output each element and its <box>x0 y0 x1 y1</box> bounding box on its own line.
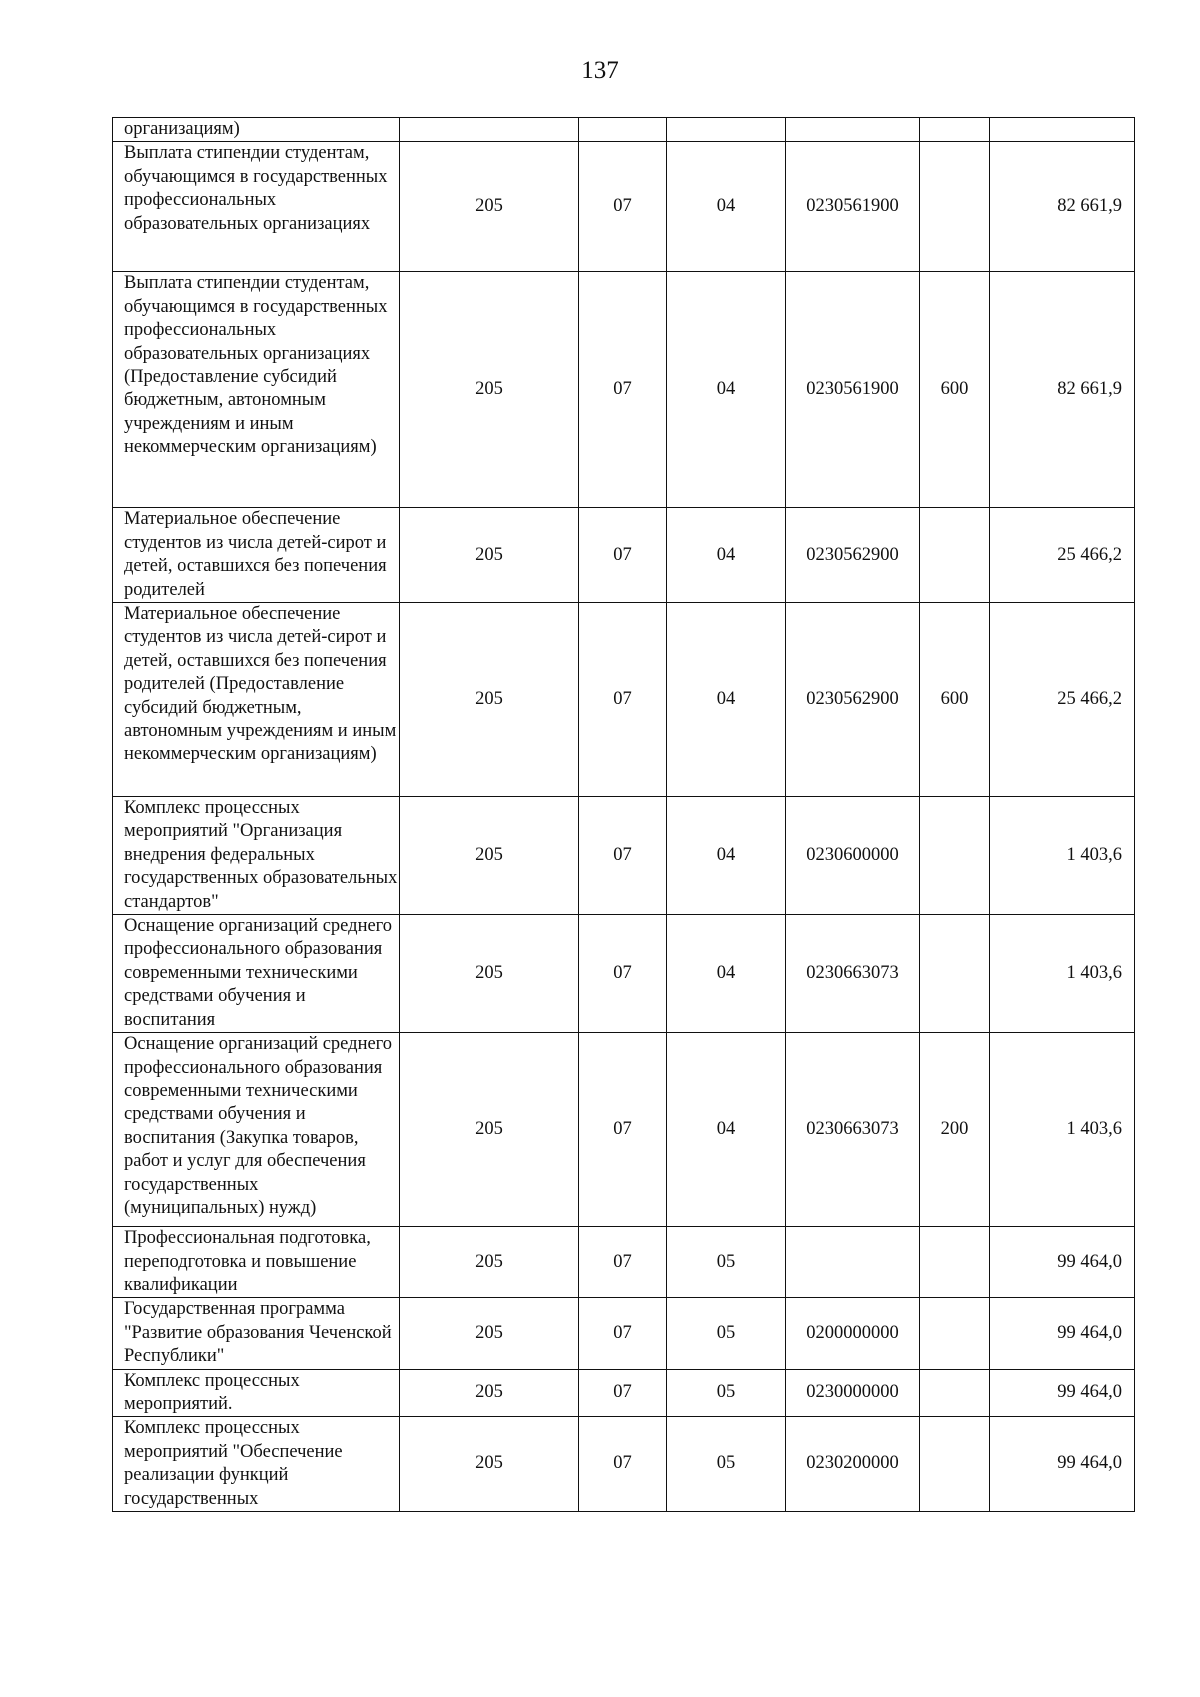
cell-name: Выплата стипендии студентам, обучающимся в государственных профессиональных образовательных организациях <box>113 142 400 272</box>
budget-table-body <box>113 118 1135 1512</box>
cell-subsection: 04 <box>667 508 786 603</box>
cell-name: Комплекс процессных мероприятий "Обеспечение реализации функций государственных <box>113 1417 400 1512</box>
cell-name: Оснащение организаций среднего профессионального образования современными техническими средствами обучения и воспитания <box>113 915 400 1033</box>
cell-target-article: 0200000000 <box>786 1298 920 1369</box>
cell-ministry-code: 205 <box>400 1227 579 1298</box>
cell-target-article <box>786 118 920 142</box>
cell-section: 07 <box>579 603 667 797</box>
cell-section: 07 <box>579 797 667 915</box>
cell-amount: 99 464,0 <box>990 1227 1135 1298</box>
cell-subsection: 04 <box>667 272 786 508</box>
cell-expense-type <box>920 1417 990 1512</box>
cell-section: 07 <box>579 508 667 603</box>
table-row <box>113 915 1135 1033</box>
cell-ministry-code: 205 <box>400 272 579 508</box>
cell-amount: 99 464,0 <box>990 1417 1135 1512</box>
cell-section: 07 <box>579 1417 667 1512</box>
cell-amount: 82 661,9 <box>990 142 1135 272</box>
table-row <box>113 603 1135 797</box>
table-row <box>113 118 1135 142</box>
cell-name: Материальное обеспечение студентов из числа детей-сирот и детей, оставшихся без попечения родителей (Предоставление субсидий бюджетным, автономным учреждениям и иным некоммерческим организациям) <box>113 603 400 797</box>
cell-target-article: 0230600000 <box>786 797 920 915</box>
cell-ministry-code: 205 <box>400 142 579 272</box>
cell-ministry-code: 205 <box>400 1417 579 1512</box>
cell-expense-type <box>920 1298 990 1369</box>
cell-expense-type <box>920 508 990 603</box>
cell-expense-type <box>920 1369 990 1417</box>
cell-subsection: 04 <box>667 603 786 797</box>
cell-amount: 25 466,2 <box>990 508 1135 603</box>
cell-subsection <box>667 118 786 142</box>
cell-amount: 1 403,6 <box>990 1033 1135 1227</box>
cell-expense-type <box>920 118 990 142</box>
cell-subsection: 04 <box>667 142 786 272</box>
cell-ministry-code: 205 <box>400 1298 579 1369</box>
table-row <box>113 1298 1135 1369</box>
cell-subsection: 04 <box>667 1033 786 1227</box>
cell-subsection: 04 <box>667 797 786 915</box>
cell-target-article: 0230561900 <box>786 142 920 272</box>
cell-ministry-code: 205 <box>400 603 579 797</box>
cell-subsection: 05 <box>667 1227 786 1298</box>
cell-target-article: 0230200000 <box>786 1417 920 1512</box>
cell-subsection: 05 <box>667 1298 786 1369</box>
cell-amount: 99 464,0 <box>990 1369 1135 1417</box>
cell-expense-type <box>920 142 990 272</box>
cell-section <box>579 118 667 142</box>
cell-section: 07 <box>579 142 667 272</box>
cell-subsection: 05 <box>667 1369 786 1417</box>
table-row <box>113 272 1135 508</box>
cell-section: 07 <box>579 1033 667 1227</box>
cell-ministry-code: 205 <box>400 915 579 1033</box>
cell-target-article: 0230562900 <box>786 508 920 603</box>
cell-expense-type <box>920 797 990 915</box>
table-row <box>113 1033 1135 1227</box>
cell-subsection: 05 <box>667 1417 786 1512</box>
cell-amount: 25 466,2 <box>990 603 1135 797</box>
table-row <box>113 1369 1135 1417</box>
cell-name: организациям) <box>113 118 400 142</box>
cell-name: Профессиональная подготовка, переподготовка и повышение квалификации <box>113 1227 400 1298</box>
cell-amount: 82 661,9 <box>990 272 1135 508</box>
cell-expense-type: 200 <box>920 1033 990 1227</box>
table-row <box>113 1227 1135 1298</box>
cell-expense-type <box>920 915 990 1033</box>
cell-name: Материальное обеспечение студентов из числа детей-сирот и детей, оставшихся без попечения родителей <box>113 508 400 603</box>
cell-ministry-code <box>400 118 579 142</box>
cell-section: 07 <box>579 272 667 508</box>
table-row <box>113 1417 1135 1512</box>
cell-name: Выплата стипендии студентам, обучающимся в государственных профессиональных образовательных организациях (Предоставление субсидий бюджетным, автономным учреждениям и иным некоммерческим организациям) <box>113 272 400 508</box>
cell-amount: 1 403,6 <box>990 915 1135 1033</box>
cell-target-article: 0230663073 <box>786 1033 920 1227</box>
cell-expense-type <box>920 1227 990 1298</box>
cell-target-article: 0230663073 <box>786 915 920 1033</box>
table-row <box>113 797 1135 915</box>
cell-subsection: 04 <box>667 915 786 1033</box>
cell-name: Комплекс процессных мероприятий. <box>113 1369 400 1417</box>
cell-section: 07 <box>579 1227 667 1298</box>
cell-expense-type: 600 <box>920 603 990 797</box>
table-row <box>113 508 1135 603</box>
cell-target-article: 0230562900 <box>786 603 920 797</box>
cell-section: 07 <box>579 1369 667 1417</box>
cell-amount <box>990 118 1135 142</box>
cell-ministry-code: 205 <box>400 1369 579 1417</box>
cell-target-article: 0230000000 <box>786 1369 920 1417</box>
table-row <box>113 142 1135 272</box>
page-number: 137 <box>581 57 619 84</box>
cell-target-article <box>786 1227 920 1298</box>
cell-ministry-code: 205 <box>400 508 579 603</box>
cell-section: 07 <box>579 915 667 1033</box>
cell-ministry-code: 205 <box>400 797 579 915</box>
cell-ministry-code: 205 <box>400 1033 579 1227</box>
cell-target-article: 0230561900 <box>786 272 920 508</box>
budget-table <box>112 117 1135 1512</box>
cell-amount: 1 403,6 <box>990 797 1135 915</box>
cell-expense-type: 600 <box>920 272 990 508</box>
cell-name: Государственная программа "Развитие образования Чеченской Республики" <box>113 1298 400 1369</box>
cell-name: Оснащение организаций среднего профессионального образования современными техническими средствами обучения и воспитания (Закупка товаров, работ и услуг для обеспечения государственных (муниципальных) нужд) <box>113 1033 400 1227</box>
cell-section: 07 <box>579 1298 667 1369</box>
cell-amount: 99 464,0 <box>990 1298 1135 1369</box>
cell-name: Комплекс процессных мероприятий "Организация внедрения федеральных государственных образовательных стандартов" <box>113 797 400 915</box>
